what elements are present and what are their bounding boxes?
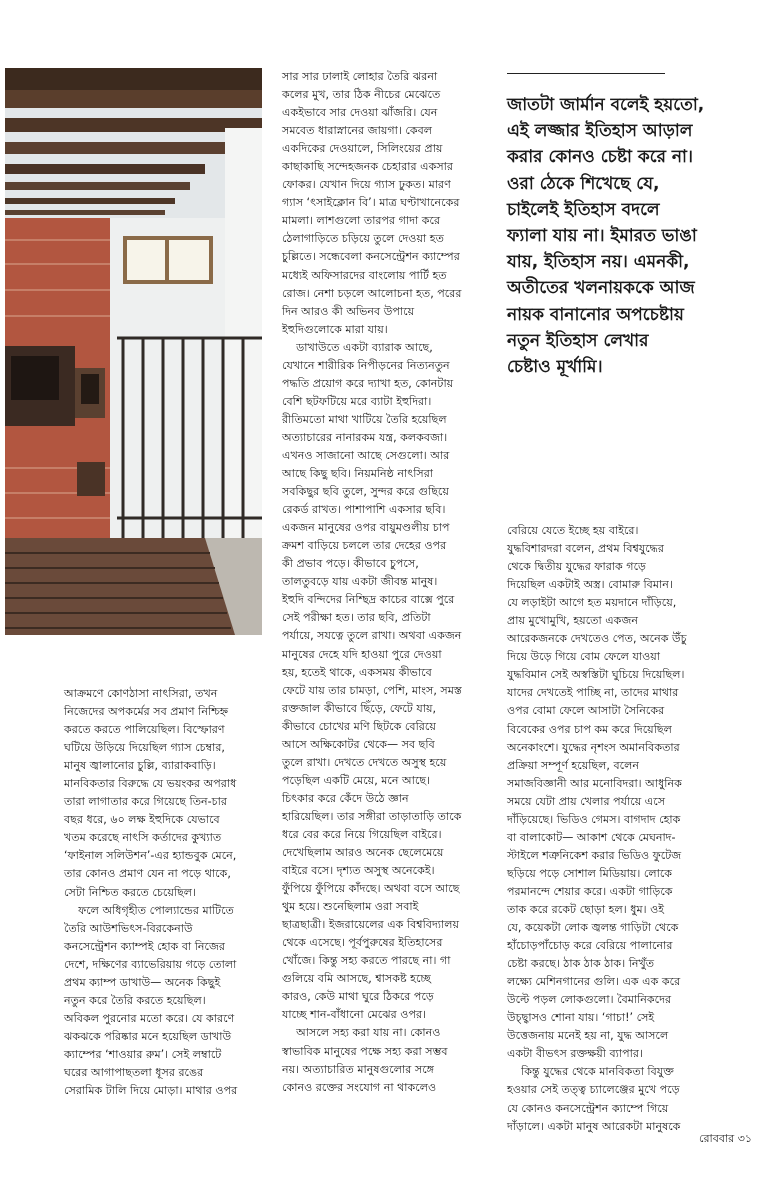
text-line: যুদ্ধবিশারদরা বলেন, প্রথম বিশ্বযুদ্ধের <box>507 542 664 556</box>
text-line: তৈরি আউশভিৎস-বিরকেনাউ <box>64 921 193 935</box>
text-line: স্বাভাবিক মানুষের পক্ষে সহ্য করা সম্ভব <box>282 1044 448 1058</box>
text-line: ক্যাম্পের ‘শাওয়ার রুম’। সেই লম্বাটে <box>64 1047 222 1061</box>
text-line: কনসেন্ট্রেশন ক্যাম্পই হোক বা নিজের <box>64 939 226 953</box>
text-line: করতে করতে পালিয়েছিল। বিস্ফোরণ <box>64 723 225 737</box>
text-line: কলের মুখ, তার ঠিক নীচের মেঝেতে <box>282 88 441 102</box>
text-line: মামলা। লাশগুলো তারপর গাদা করে <box>282 214 441 228</box>
text-line: ধরে বের করে নিয়ে গিয়েছিল বাইরে। <box>282 827 442 841</box>
text-line: আসলে সহ্য করা যায় না। কোনও <box>282 1026 441 1040</box>
text-line: হারিয়েছিল। তার সঙ্গীরা তাড়াতাড়ি তাকে <box>282 809 462 823</box>
text-line: আসে অক্ষিকোটর থেকে— সব ছবি <box>282 737 435 751</box>
text-line: ফলে অধিগৃহীত পোল্যান্ডের মাটিতে <box>64 903 234 917</box>
text-line: ডাখাউতে একটা ব্যারাক আছে, <box>282 340 433 354</box>
text-line: ক্রমশ বাড়িয়ে চললে তার দেহের ওপর <box>282 539 447 553</box>
text-line: আরেকজনকে দেখতেও পেত, অনেক উঁচু <box>507 632 687 646</box>
text-line: কোনও রক্তের সংযোগ না থাকলেও <box>282 1080 437 1094</box>
text-line: এখনও সাজানো আছে সেগুলো। আর <box>282 448 450 462</box>
text-line: অবিকল পুরনোর মতো করে। যে কারণে <box>64 1011 235 1025</box>
text-line: যে, কয়েকটা লোক জ্বলন্ত গাড়িটা থেকে <box>507 921 679 935</box>
text-line: মানুষের দেহে যদি হাওয়া পুরে দেওয়া <box>282 647 442 661</box>
text-line: চিৎকার করে কেঁদে উঠে জ্ঞান <box>282 791 409 805</box>
article-column-3 <box>507 522 707 1136</box>
text-line: কী প্রভাব পড়ে। কীভাবে চুপসে, <box>282 557 419 571</box>
text-line: ফোকর। যেখান দিয়ে গ্যাস ঢুকত। মারণ <box>282 178 451 192</box>
pull-quote-line: ওরা ঠেকে শিখেছে যে, <box>507 173 660 194</box>
text-line: সমাজবিজ্ঞানী আর মনোবিদরা। আধুনিক <box>507 776 682 790</box>
pull-quote-line: জাতটা জার্মান বলেই হয়তো, <box>507 95 705 115</box>
text-line: কিন্তু যুদ্ধের থেকে মানবিকতা বিযুক্ত <box>507 1065 674 1079</box>
text-line: পরমানন্দে শেয়ার করে। একটা গাড়িকে <box>507 884 673 898</box>
text-line: সার সার ঢালাই লোহার তৈরি ঝরনা <box>282 70 438 83</box>
text-line: বছর ধরে, ৬০ লক্ষ ইহুদিকে যেভাবে <box>64 813 220 827</box>
text-line: খতম করেছে নাৎসি কর্তাদের কুখ্যাত <box>64 831 222 845</box>
page-folio: রোববার ৩১ <box>699 1132 752 1145</box>
text-line: একইভাবে সার দেওয়া ঝাঁজরি। যেন <box>282 106 438 120</box>
text-line: যাদের দেখতেই পাচ্ছি না, তাদের মাথার <box>507 686 679 700</box>
text-line: সেই পরীক্ষা হত। তার ছবি, প্রতিটা <box>282 611 431 625</box>
text-line: সমবেত ধারাস্নানের জায়গা। কেবল <box>282 124 433 138</box>
text-line: দিয়ে উড়ে গিয়ে বোম ফেলে যাওয়া <box>507 650 660 664</box>
text-line: উত্তেজনায় মনেই হয় না, যুদ্ধ আসলে <box>507 1029 669 1043</box>
pull-quote-line: ফ্যালা যায় না। ইমারত ভাঙা <box>507 226 697 247</box>
text-line: সেরামিক টালি দিয়ে মোড়া। মাথার ওপর <box>64 1084 238 1098</box>
text-line: পর্যায়ে, সযত্নে তুলে রাখা। অথবা একজন <box>282 629 462 643</box>
text-line: ফুঁপিয়ে ফুঁপিয়ে কাঁদছে। অথবা বসে আছে <box>282 882 460 896</box>
text-line: বেরিয়ে যেতে ইচ্ছে হয় বাইরে। <box>507 524 639 537</box>
text-line: লক্ষ্যে মেশিনগানের গুলি। এক এক করে <box>507 975 681 989</box>
pull-quote-line: নতুন ইতিহাস লেখার <box>507 330 649 351</box>
text-line: আক্রমণে কোণঠাসা নাৎসিরা, তখন <box>64 687 218 700</box>
text-line: নতুন করে তৈরি করতে হয়েছিল। <box>64 993 206 1007</box>
text-line: দেশে, দক্ষিণের ব্যাভেরিয়ায় গড়ে তোলা <box>64 957 237 971</box>
text-line: ঠেলাগাড়িতে চড়িয়ে তুলে দেওয়া হত <box>282 232 444 246</box>
text-line: ঝকঝকে পরিষ্কার মনে হয়েছিল ডাখাউ <box>64 1029 232 1043</box>
text-line: পদ্ধতি প্রয়োগ করে দ্যাখা হত, কোনটায় <box>282 376 454 390</box>
text-line: থুম হয়ে। শুনেছিলাম ওরা সবাই <box>282 900 419 914</box>
article-photo <box>5 68 262 635</box>
text-line: দিন আরও কী অভিনব উপায়ে <box>282 304 415 318</box>
text-line: ঘটিয়ে উড়িয়ে দিয়েছিল গ্যাস চেম্বার, <box>64 741 225 755</box>
text-line: ‘ফাইনাল সলিউশন’-এর হ্যান্ডবুক মেনে, <box>64 849 237 863</box>
text-line: ছাত্রছাত্রী। ইজরায়েলের এক বিশ্ববিদ্যালয় <box>282 918 460 932</box>
text-line: আছে কিছু ছবি। নিয়মনিষ্ঠ নাৎসিরা <box>282 467 434 481</box>
text-line: একদিকের দেওয়ালে, সিলিংয়ের প্রায় <box>282 142 443 156</box>
text-line: স্টাইলে শত্রুনিকেশ করার ভিডিও ফুটেজ <box>507 848 682 862</box>
text-line: মানবিকতার বিরুদ্ধে যে ভয়ংকর অপরাধ <box>64 777 237 791</box>
text-line: রোজ। নেশা চড়লে আলোচনা হত, পরের <box>282 286 462 300</box>
pull-quote-line: এই লজ্জার ইতিহাস আড়াল <box>507 121 693 142</box>
text-line: ফেটে যায় তার চামড়া, পেশি, মাংস, সমস্ত <box>282 683 462 697</box>
text-line: যেখানে শারীরিক নিপীড়নের নিত্যনতুন <box>282 358 450 372</box>
text-line: একটা বীভৎস রক্তক্ষয়ী ব্যাপার। <box>507 1047 643 1061</box>
text-line: অত্যাচারের নানারকম যন্ত্র, কলকবজা। <box>282 430 448 444</box>
text-line: অনেকাংশে। যুদ্ধের নৃশংস অমানবিকতার <box>507 740 680 754</box>
text-line: খোঁজে। কিন্তু সহ্য করতে পারছে না। গা <box>282 954 451 968</box>
text-line: হয়, হতেই থাকে, একসময় কীভাবে <box>282 665 432 679</box>
text-line: বা বালাকোট— আকাশ থেকে মেঘনাদ- <box>507 830 676 844</box>
pull-quote-line: যায়, ইতিহাস নয়। এমনকী, <box>507 252 690 273</box>
text-line: সবকিছুর ছবি তুলে, সুন্দর করে গুছিয়ে <box>282 485 449 499</box>
text-line: মধ্যেই অফিসারদের বাংলোয় পার্টি হত <box>282 268 447 282</box>
text-line: কীভাবে চোখের মণি ছিটকে বেরিয়ে <box>282 719 436 733</box>
pull-quote-line: অতীতের খলনায়ককে আজ <box>507 278 695 299</box>
gas-chamber-photo <box>5 68 262 635</box>
text-line: হাঁচোড়পাঁচোড় করে বেরিয়ে পালানোর <box>507 939 673 953</box>
text-line: তারা লাগাতার করে গিয়েছে তিন-চার <box>64 795 227 809</box>
pull-quote-rule <box>507 73 665 74</box>
text-line: দেখেছিলাম আরও অনেক ছেলেমেয়ে <box>282 846 444 860</box>
text-line: তাক করে রকেট ছোড়া হল। ধুম। ওই <box>507 902 665 916</box>
pull-quote <box>507 92 763 380</box>
text-line: উল্টে পড়ল লোকগুলো। বৈমানিকদের <box>507 993 672 1007</box>
text-line: বেশি ছটফটিয়ে মরে ব্যাটা ইহুদিরা। <box>282 394 432 408</box>
pull-quote-line: চেষ্টাও মূর্খামি। <box>507 357 603 378</box>
article-column-1 <box>64 685 264 1100</box>
pull-quote-line: নায়ক বানানোর অপচেষ্টায় <box>507 304 684 325</box>
text-line: বাইরে বসে। দৃশ্যত অসুস্থ অনেকেই। <box>282 864 435 878</box>
text-line: গুলিয়ে বমি আসছে, শ্বাসকষ্ট হচ্ছে <box>282 972 431 986</box>
text-line: প্রক্রিয়া সম্পূর্ণ হয়েছিল, বলেন <box>507 758 639 772</box>
text-line: তুলে রাখা। দেখতে দেখতে অসুস্থ হয়ে <box>282 755 447 769</box>
text-line: ছড়িয়ে পড়ে সোশাল মিডিয়ায়। লোকে <box>507 866 673 880</box>
text-line: প্রথম ক্যাম্প ডাখাউ— অনেক কিছুই <box>64 975 221 989</box>
text-line: বিবেকের ওপর চাপ কম করে দিয়েছিল <box>507 722 672 736</box>
article-column-2 <box>282 68 482 1097</box>
text-line: থেকে এসেছে। পূর্বপুরুষের ইতিহাসের <box>282 936 443 950</box>
text-line: নিজেদের অপকর্মের সব প্রমাণ নিশ্চিহ্ন <box>64 705 229 719</box>
text-line: গ্যাস ‘ৎসাইক্লোন বি’। মাত্র ঘণ্টাখানেকের <box>282 196 460 210</box>
text-line: উচ্ছ্বাসও শোনা যায়। ‘গাচা!’ সেই <box>507 1011 655 1025</box>
text-line: কারও, কেউ মাথা ঘুরে ঠিকরে পড়ে <box>282 990 434 1004</box>
text-line: সেটা নিশ্চিত করতে চেয়েছিল। <box>64 885 197 899</box>
text-line: কাছাকাছি সন্দেহজনক চেহারার একসার <box>282 160 453 174</box>
text-line: হওয়ার সেই তত্ত্ব চ্যালেঞ্জের মুখে পড়ে <box>507 1083 680 1097</box>
text-line: মানুষ জ্বালানোর চুল্লি, ব্যারাকবাড়ি। <box>64 759 216 773</box>
text-line: ওপর বোমা ফেলে আসাটা সৈনিকের <box>507 704 665 718</box>
text-line: একজন মানুষের ওপর বায়ুমণ্ডলীয় চাপ <box>282 521 450 535</box>
text-line: তার কোনও প্রমাণ যেন না পড়ে থাকে, <box>64 867 231 881</box>
text-line: দাঁড়ালে। একটা মানুষ আরেকটা মানুষকে <box>507 1119 681 1133</box>
text-line: যাচ্ছে শান-বাঁধানো মেঝের ওপর। <box>282 1008 427 1022</box>
text-line: সময়ে যেটা প্রায় খেলার পর্যায়ে এসে <box>507 794 666 808</box>
text-line: ইহুদিগুলোকে মারা যায়। <box>282 322 388 336</box>
text-line: প্রায় মুখোমুখি, হয়তো একজন <box>507 614 638 628</box>
pull-quote-line: করার কোনও চেষ্টা করে না। <box>507 147 694 168</box>
text-line: যুদ্ধবিমান সেই অস্বস্তিটা ঘুচিয়ে দিয়েছিল। <box>507 668 685 682</box>
text-line: ইহুদি বন্দিদের নিশ্ছিদ্র কাচের বাক্সে পুরে <box>282 593 455 607</box>
text-line: থেকে দ্বিতীয় যুদ্ধের ফারাক গড়ে <box>507 560 646 574</box>
pull-quote-line: চাইলেই ইতিহাস বদলে <box>507 199 660 220</box>
text-line: পড়েছিল একটি মেয়ে, মনে আছে। <box>282 773 431 787</box>
text-line: রেকর্ড রাখত। পাশাপাশি একসার ছবি। <box>282 503 446 517</box>
text-line: যে কোনও কনসেন্ট্রেশন ক্যাম্পে গিয়ে <box>507 1101 669 1115</box>
text-line: নয়। অত্যাচারিত মানুষগুলোর সঙ্গে <box>282 1062 435 1076</box>
text-line: ঘরের আগাপাছতলা ধূসর রঙের <box>64 1065 204 1079</box>
text-line: তালতুবড়ে যায় একটা জীবন্ত মানুষ। <box>282 575 438 589</box>
text-line: রক্তজাল কীভাবে ছিঁড়ে, ফেটে যায়, <box>282 701 437 715</box>
text-line: চেষ্টা করছে। ঠাক ঠাক ঠাক। নিখুঁত <box>507 957 655 971</box>
text-line: দাঁড়িয়েছে। ভিডিও গেমস। বাগদাদ হোক <box>507 812 681 826</box>
text-line: রীতিমতো মাথা খাটিয়ে তৈরি হয়েছিল <box>282 412 447 426</box>
text-line: চুল্লিতে। সন্ধেবেলা কনসেন্ট্রেশন ক্যাম্পের <box>282 250 460 264</box>
text-line: দিয়েছিল একটাই অস্ত্র। বোমারু বিমান। <box>507 578 673 592</box>
text-line: যে লড়াইটা আগে হত ময়দানে দাঁড়িয়ে, <box>507 596 677 610</box>
